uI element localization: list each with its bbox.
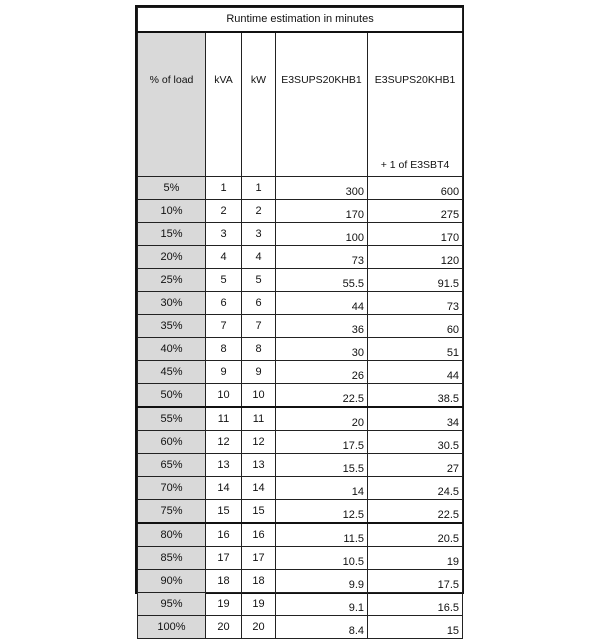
table-title: Runtime estimation in minutes	[138, 8, 463, 33]
runtime-model-2-cell: 38.5	[368, 384, 463, 408]
runtime-model-2-cell: 15	[368, 616, 463, 639]
load-cell: 50%	[138, 384, 206, 408]
runtime-model-2-cell: 73	[368, 292, 463, 315]
kw-cell: 16	[242, 523, 276, 547]
kw-cell: 13	[242, 454, 276, 477]
kw-cell: 10	[242, 384, 276, 408]
runtime-model-1-cell: 100	[276, 223, 368, 246]
runtime-model-1-cell: 10.5	[276, 547, 368, 570]
table-row	[138, 500, 463, 524]
load-cell: 75%	[138, 500, 206, 524]
kw-cell: 20	[242, 616, 276, 639]
table-row	[138, 570, 463, 593]
kva-cell: 10	[206, 384, 242, 408]
runtime-model-1-cell: 55.5	[276, 269, 368, 292]
table-row	[138, 200, 463, 223]
load-cell: 65%	[138, 454, 206, 477]
load-cell: 85%	[138, 547, 206, 570]
table-row	[138, 269, 463, 292]
kw-cell: 2	[242, 200, 276, 223]
runtime-model-1-cell: 9.9	[276, 570, 368, 593]
runtime-model-2-cell: 30.5	[368, 431, 463, 454]
load-cell: 40%	[138, 338, 206, 361]
kva-cell: 3	[206, 223, 242, 246]
runtime-table-frame	[135, 5, 464, 637]
table-row	[138, 523, 463, 547]
header-model-2-label: E3SUPS20KHB1	[374, 74, 456, 86]
runtime-model-2-cell: 44	[368, 361, 463, 384]
table-row	[138, 177, 463, 200]
table-row	[138, 477, 463, 500]
table-row	[138, 315, 463, 338]
kw-cell: 18	[242, 570, 276, 593]
runtime-model-1-cell: 14	[276, 477, 368, 500]
runtime-model-2-cell: 24.5	[368, 477, 463, 500]
kva-cell: 17	[206, 547, 242, 570]
kw-cell: 3	[242, 223, 276, 246]
header-load: % of load	[138, 32, 206, 177]
table-row	[138, 361, 463, 384]
table-row	[138, 407, 463, 431]
header-model-2	[368, 32, 463, 177]
kva-cell: 15	[206, 500, 242, 524]
runtime-model-2-cell: 170	[368, 223, 463, 246]
load-cell: 35%	[138, 315, 206, 338]
kw-cell: 8	[242, 338, 276, 361]
runtime-table	[137, 7, 463, 639]
kw-cell: 19	[242, 593, 276, 616]
runtime-model-1-cell: 20	[276, 407, 368, 431]
table-body	[138, 177, 463, 639]
runtime-model-2-cell: 91.5	[368, 269, 463, 292]
runtime-model-1-cell: 30	[276, 338, 368, 361]
load-cell: 25%	[138, 269, 206, 292]
table-row	[138, 338, 463, 361]
header-kw: kW	[242, 32, 276, 177]
runtime-model-1-cell: 36	[276, 315, 368, 338]
kw-cell: 12	[242, 431, 276, 454]
load-cell: 30%	[138, 292, 206, 315]
load-cell: 100%	[138, 616, 206, 639]
kw-cell: 6	[242, 292, 276, 315]
load-cell: 45%	[138, 361, 206, 384]
table-row	[138, 593, 463, 616]
load-cell: 90%	[138, 570, 206, 593]
runtime-model-1-cell: 9.1	[276, 593, 368, 616]
kva-cell: 2	[206, 200, 242, 223]
runtime-model-2-cell: 17.5	[368, 570, 463, 593]
kva-cell: 1	[206, 177, 242, 200]
kva-cell: 16	[206, 523, 242, 547]
load-cell: 80%	[138, 523, 206, 547]
load-cell: 15%	[138, 223, 206, 246]
table-row	[138, 431, 463, 454]
header-model-1: E3SUPS20KHB1	[276, 32, 368, 177]
runtime-model-2-cell: 27	[368, 454, 463, 477]
runtime-model-2-cell: 600	[368, 177, 463, 200]
runtime-model-2-cell: 51	[368, 338, 463, 361]
load-cell: 5%	[138, 177, 206, 200]
kva-cell: 8	[206, 338, 242, 361]
runtime-model-1-cell: 73	[276, 246, 368, 269]
kva-cell: 5	[206, 269, 242, 292]
runtime-model-1-cell: 26	[276, 361, 368, 384]
kva-cell: 7	[206, 315, 242, 338]
kva-cell: 4	[206, 246, 242, 269]
table-row	[138, 616, 463, 639]
table-row	[138, 384, 463, 408]
runtime-model-2-cell: 22.5	[368, 500, 463, 524]
header-model-2-sub: + 1 of E3SBT4	[380, 159, 450, 171]
runtime-model-1-cell: 11.5	[276, 523, 368, 547]
kva-cell: 11	[206, 407, 242, 431]
table-row	[138, 454, 463, 477]
runtime-model-2-cell: 16.5	[368, 593, 463, 616]
kw-cell: 11	[242, 407, 276, 431]
kw-cell: 4	[242, 246, 276, 269]
kva-cell: 9	[206, 361, 242, 384]
kva-cell: 12	[206, 431, 242, 454]
runtime-model-1-cell: 44	[276, 292, 368, 315]
runtime-model-1-cell: 170	[276, 200, 368, 223]
table-row	[138, 292, 463, 315]
header-kva: kVA	[206, 32, 242, 177]
kw-cell: 14	[242, 477, 276, 500]
kva-cell: 13	[206, 454, 242, 477]
kva-cell: 19	[206, 593, 242, 616]
load-cell: 55%	[138, 407, 206, 431]
runtime-model-1-cell: 22.5	[276, 384, 368, 408]
runtime-model-2-cell: 19	[368, 547, 463, 570]
runtime-model-2-cell: 34	[368, 407, 463, 431]
kw-cell: 7	[242, 315, 276, 338]
load-cell: 70%	[138, 477, 206, 500]
load-cell: 20%	[138, 246, 206, 269]
kva-cell: 18	[206, 570, 242, 593]
runtime-model-2-cell: 60	[368, 315, 463, 338]
runtime-model-1-cell: 15.5	[276, 454, 368, 477]
kw-cell: 9	[242, 361, 276, 384]
runtime-model-1-cell: 17.5	[276, 431, 368, 454]
runtime-model-1-cell: 8.4	[276, 616, 368, 639]
kw-cell: 17	[242, 547, 276, 570]
runtime-model-1-cell: 300	[276, 177, 368, 200]
runtime-model-2-cell: 20.5	[368, 523, 463, 547]
runtime-model-1-cell: 12.5	[276, 500, 368, 524]
load-cell: 95%	[138, 593, 206, 616]
kw-cell: 5	[242, 269, 276, 292]
table-row	[138, 246, 463, 269]
kva-cell: 20	[206, 616, 242, 639]
kw-cell: 1	[242, 177, 276, 200]
load-cell: 60%	[138, 431, 206, 454]
kva-cell: 14	[206, 477, 242, 500]
kva-cell: 6	[206, 292, 242, 315]
table-row	[138, 223, 463, 246]
table-row	[138, 547, 463, 570]
load-cell: 10%	[138, 200, 206, 223]
runtime-model-2-cell: 275	[368, 200, 463, 223]
kw-cell: 15	[242, 500, 276, 524]
runtime-model-2-cell: 120	[368, 246, 463, 269]
